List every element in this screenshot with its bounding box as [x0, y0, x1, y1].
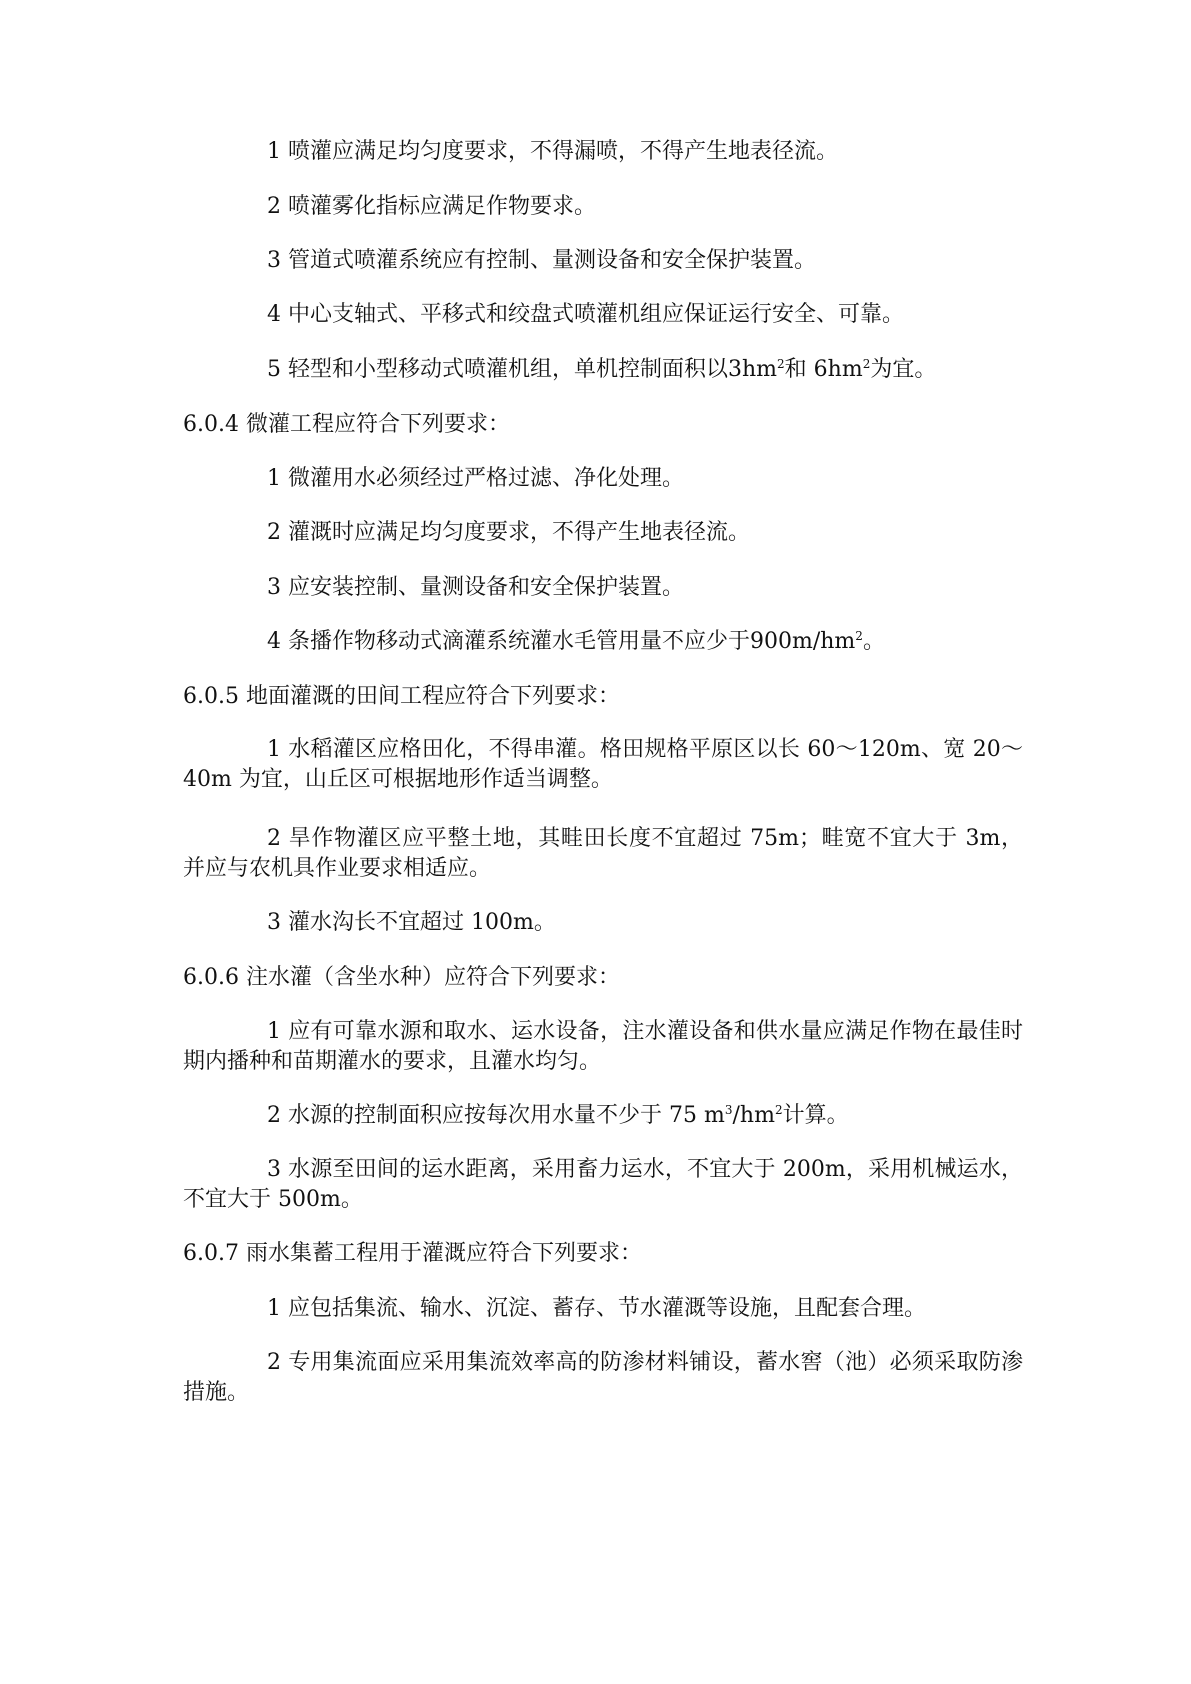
superscript: 2 — [855, 629, 863, 643]
paragraph-text: 3 水源至田间的运水距离，采用畜力运水，不宜大于 200m，采用机械运水，不宜大于 500m。 — [183, 1157, 1023, 1212]
paragraph-text: 2 水源的控制面积应按每次用水量不少于 75 m — [267, 1103, 725, 1128]
item-mobile-sprinkler — [0, 355, 1191, 385]
item-center-pivot — [0, 300, 1191, 330]
paragraph-text: 3 灌水沟长不宜超过 100m。 — [267, 910, 556, 935]
paragraph-text: 5 轻型和小型移动式喷灌机组，单机控制面积以3hm — [267, 357, 778, 382]
item-transport-distance — [0, 1155, 1191, 1215]
paragraph-text: 2 旱作物灌区应平整土地，其畦田长度不宜超过 75m；畦宽不宜大于 3m，并应与农机具作业要求相适应。 — [183, 826, 1023, 881]
paragraph-text: /hm — [732, 1103, 775, 1128]
paragraph-text: 4 条播作物移动式滴灌系统灌水毛管用量不应少于900m/hm — [267, 629, 856, 654]
paragraph-text: 3 应安装控制、量测设备和安全保护装置。 — [267, 575, 684, 600]
paragraph-text: 1 应有可靠水源和取水、运水设备，注水灌设备和供水量应满足作物在最佳时期内播种和苗期灌水的要求，且灌水均匀。 — [183, 1019, 1023, 1074]
superscript: 2 — [777, 357, 785, 371]
superscript: 2 — [862, 357, 871, 371]
paragraph-text: 4 中心支轴式、平移式和绞盘式喷灌机组应保证运行安全、可靠。 — [267, 302, 904, 327]
paragraph-text: 计算。 — [782, 1103, 849, 1128]
section-title: 6.0.6 注水灌（含坐水种）应符合下列要求： — [183, 965, 620, 990]
section-title: 6.0.4 微灌工程应符合下列要求： — [183, 412, 510, 437]
item-sprinkler-uniformity — [0, 137, 1191, 167]
paragraph-text: 1 微灌用水必须经过严格过滤、净化处理。 — [267, 466, 684, 491]
item-upland-leveling — [0, 824, 1191, 884]
section-heading-6-0-6 — [0, 963, 1191, 993]
paragraph-text: 1 水稻灌区应格田化，不得串灌。格田规格平原区以长 60～120m、宽 20～40m 为宜，山丘区可根据地形作适当调整。 — [183, 737, 1023, 792]
paragraph-text: 2 喷灌雾化指标应满足作物要求。 — [267, 194, 596, 219]
section-title: 6.0.5 地面灌溉的田间工程应符合下列要求： — [183, 684, 620, 709]
item-micro-filter — [0, 464, 1191, 494]
item-paddy-field — [0, 735, 1191, 795]
item-control-area — [0, 1101, 1191, 1131]
item-furrow-length — [0, 908, 1191, 938]
paragraph-text: 2 专用集流面应采用集流效率高的防渗材料铺设，蓄水窖（池）必须采取防渗措施。 — [183, 1350, 1023, 1405]
item-drip-lateral — [0, 627, 1191, 657]
paragraph-text: 为宜。 — [870, 357, 937, 382]
item-rainwater-facilities — [0, 1294, 1191, 1324]
paragraph-text: 1 喷灌应满足均匀度要求，不得漏喷，不得产生地表径流。 — [267, 139, 838, 164]
paragraph-text: 2 灌溉时应满足均匀度要求，不得产生地表径流。 — [267, 520, 750, 545]
superscript: 3 — [724, 1103, 733, 1117]
section-heading-6-0-4 — [0, 410, 1191, 440]
item-water-source-equipment — [0, 1017, 1191, 1077]
item-catchment-seepage — [0, 1348, 1191, 1408]
paragraph-text: 1 应包括集流、输水、沉淀、蓄存、节水灌溉等设施，且配套合理。 — [267, 1296, 926, 1321]
item-sprinkler-atomization — [0, 192, 1191, 222]
item-micro-control — [0, 573, 1191, 603]
paragraph-text: 和 6hm — [784, 357, 863, 382]
section-heading-6-0-5 — [0, 682, 1191, 712]
section-title: 6.0.7 雨水集蓄工程用于灌溉应符合下列要求： — [183, 1241, 642, 1266]
paragraph-text: 3 管道式喷灌系统应有控制、量测设备和安全保护装置。 — [267, 248, 816, 273]
section-heading-6-0-7 — [0, 1239, 1191, 1269]
item-pipeline-control — [0, 246, 1191, 276]
paragraph-text: 。 — [862, 629, 885, 654]
item-micro-uniformity — [0, 518, 1191, 548]
superscript: 2 — [774, 1103, 783, 1117]
